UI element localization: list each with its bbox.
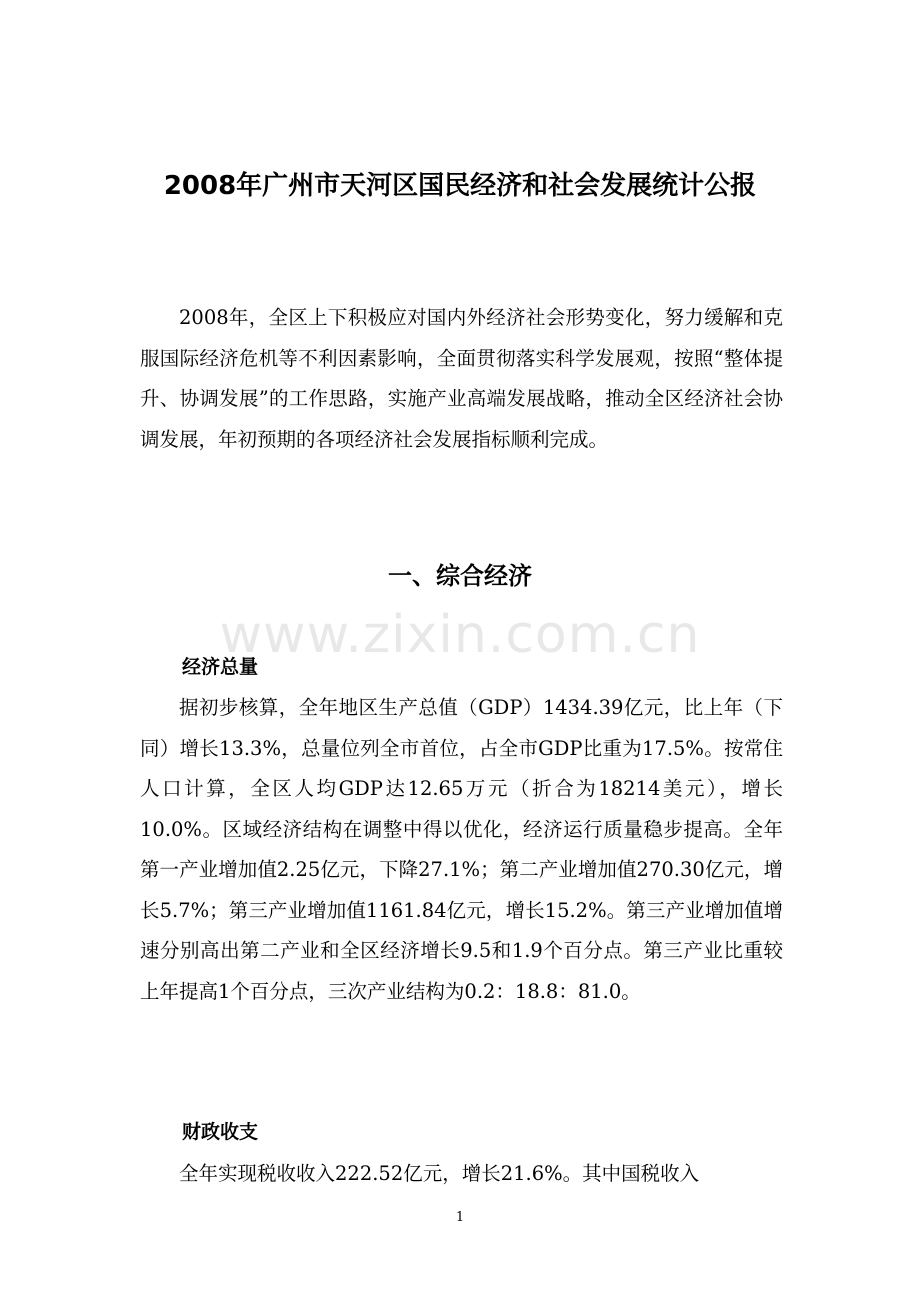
watermark: www.zixin.com.cn [219,605,701,665]
intro-paragraph: 2008年，全区上下积极应对国内外经济社会形势变化，努力缓解和克服国际经济危机等不利因素影响，全面贯彻落实科学发展观，按照“整体提升、协调发展”的工作思路，实施产业高端发展战略，推动全区经济社会协调发展，年初预期的各项经济社会发展指标顺利完成。 [140,306,783,451]
economic-total-paragraph: 据初步核算，全年地区生产总值（GDP）1434.39亿元，比上年（下同）增长13.3%，总量位列全市首位，占全市GDP比重为17.5%。按常住人口计算，全区人均GDP达12.65万元（折合为18214美元），增长10.0%。区域经济结构在调整中得以优化，经济运行质量稳步提高。全年第一产业增加值2.25亿元，下降27.1%；第二产业增加值270.30亿元，增长5.7%；第三产业增加值1161.84亿元，增长15.2%。第三产业增加值增速分别高出第二产业和全区经济增长9.5和1.9个百分点。第三产业比重较上年提高1个百分点，三次产业结构为0.2：18.8：81.0。 [140,696,783,1003]
page-number: 1 [455,1210,465,1225]
document-title: 2008年广州市天河区国民经济和社会发展统计公报 [163,171,757,201]
subsection-heading-fiscal: 财政收支 [182,1121,259,1143]
section-heading-comprehensive-economy: 一、综合经济 [388,562,532,590]
fiscal-paragraph: 全年实现税收收入222.52亿元，增长21.6%。其中国税收入 [179,1162,700,1185]
subsection-heading-economic-total: 经济总量 [182,656,259,678]
